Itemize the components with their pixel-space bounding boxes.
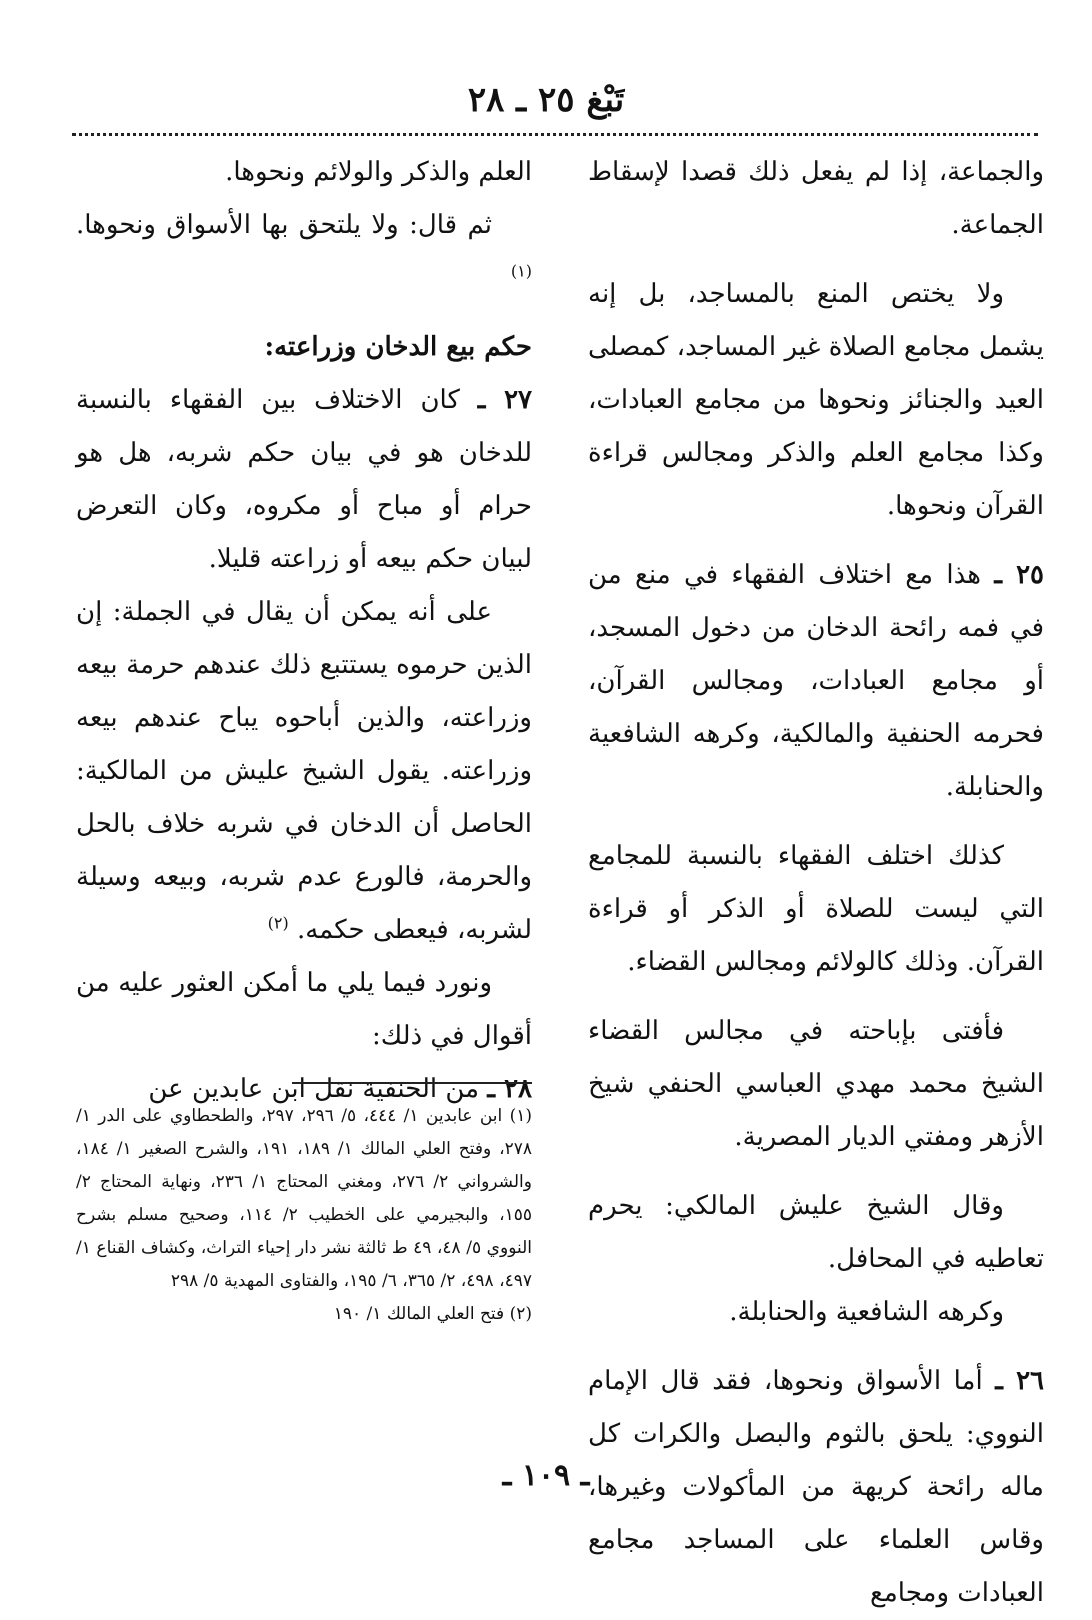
footnote-1: (١) ابن عابدين ١/ ٤٤٤، ٥/ ٢٩٦، ٢٩٧، والطحطاوي على الدر ١/ ٢٧٨، وفتح العلي المالك ١/ ١٨٩، ١٩١، والشرح الصغير ١/ ١٨٤، والشرواني ٢/ ٢٧٦، ومغني المحتاج ١/ ٢٣٦، ونهاية المحتاج ٢/ ١٥٥، والبجيرمي على الخطيب ٢/ ١١٤، وصحيح مسلم بشرح النووي ٥/ ٤٨، ٤٩ ط ثالثة نشر دار إحياء التراث، وكشاف القناع ١/ ٤٩٧، ٤٩٨، ٢/ ٣٦٥، ٦/ ١٩٥، والفتاوى المهدية ٥/ ٢٩٨ — [76, 1106, 533, 1291]
footnote-ref-2: (٢) — [267, 913, 289, 933]
section-number-28: ٢٨ ـ — [487, 1074, 532, 1104]
section-25-text: هذا مع اختلاف الفقهاء في منع من في فمه رائحة الدخان من دخول المسجد، أو مجامع العبادات، ومجالس القرآن، فحرمه الحنفية والمالكية، وكرهه الشافعية والحنابلة. — [588, 560, 1044, 802]
right-paragraph-5: فأفتى بإباحته في مجالس القضاء الشيخ محمد مهدي العباسي الحنفي شيخ الأزهر ومفتي الديار المصرية. — [588, 1016, 1044, 1152]
left-paragraph-4-text: على أنه يمكن أن يقال في الجملة: إن الذين حرموه يستتبع ذلك عندهم حرمة بيعه وزراعته، والذين أباحوه يباح عندهم بيعه وزراعته. يقول الشيخ عليش من المالكية: الحاصل أن الدخان في شربه خلاف بالحل والحرمة، فالورع عدم شربه، وبيعه وسيلة لشربه، فيعطى حكمه. — [76, 597, 532, 945]
left-paragraph-4 — [76, 586, 532, 957]
right-paragraph-4: كذلك اختلف الفقهاء بالنسبة للمجامع التي ليست للصلاة أو الذكر أو قراءة القرآن. وذلك كالولائم ومجالس القضاء. — [588, 841, 1044, 977]
left-paragraph-5: ونورد فيما يلي ما أمكن العثور عليه من أقوال في ذلك: — [76, 968, 532, 1051]
right-paragraph-7: وكرهه الشافعية والحنابلة. — [729, 1297, 1004, 1327]
section-number-27: ٢٧ ـ — [477, 385, 533, 415]
section-number-25: ٢٥ ـ — [994, 560, 1045, 590]
right-paragraph-6: وقال الشيخ عليش المالكي: يحرم تعاطيه في المحافل. — [588, 1191, 1044, 1274]
right-paragraph-3 — [588, 549, 1044, 814]
left-paragraph-3 — [76, 374, 532, 586]
header-dotted-rule — [72, 133, 1038, 136]
left-paragraph-2 — [76, 199, 532, 305]
right-paragraph-1: والجماعة، إذا لم يفعل ذلك قصدا لإسقاط الجماعة. — [588, 157, 1044, 240]
footnote-2: (٢) فتح العلي المالك ١/ ١٩٠ — [333, 1304, 532, 1324]
section-heading: حكم بيع الدخان وزراعته: — [264, 332, 532, 362]
footnotes — [76, 1100, 532, 1331]
right-paragraph-2: ولا يختص المنع بالمساجد، بل إنه يشمل مجامع الصلاة غير المساجد، كمصلى العيد والجنائز ونحوها من مجامع العبادات، وكذا مجامع العلم والذكر ومجالس قراءة القرآن ونحوها. — [588, 279, 1044, 521]
running-title: تَبْغ ٢٥ ـ ٢٨ — [467, 80, 625, 120]
section-27-text: كان الاختلاف بين الفقهاء بالنسبة للدخان هو في بيان حكم شربه، هل هو حرام أو مباح أو مكروه، وكان التعرض لبيان حكم بيعه أو زراعته قليلا. — [76, 385, 532, 574]
left-paragraph-2-text: ثم قال: ولا يلتحق بها الأسواق ونحوها. — [76, 210, 492, 240]
footnote-rule — [292, 1082, 532, 1084]
left-column — [76, 146, 532, 1116]
left-paragraph-1: العلم والذكر والولائم ونحوها. — [225, 157, 532, 187]
section-26-text: أما الأسواق ونحوها، فقد قال الإمام النووي: يلحق بالثوم والبصل والكرات كل ماله رائحة كريهة من المأكولات وغيرها، وقاس العلماء على المساجد مجامع العبادات ومجامع — [588, 1366, 1044, 1608]
section-28-text: من الحنفية نقل ابن عابدين عن — [148, 1074, 480, 1104]
footnote-ref-1: (١) — [510, 261, 532, 281]
section-number-26: ٢٦ ـ — [995, 1366, 1045, 1396]
page-number: ـ ١٠٩ ـ — [502, 1458, 590, 1493]
right-column — [588, 146, 1044, 1620]
